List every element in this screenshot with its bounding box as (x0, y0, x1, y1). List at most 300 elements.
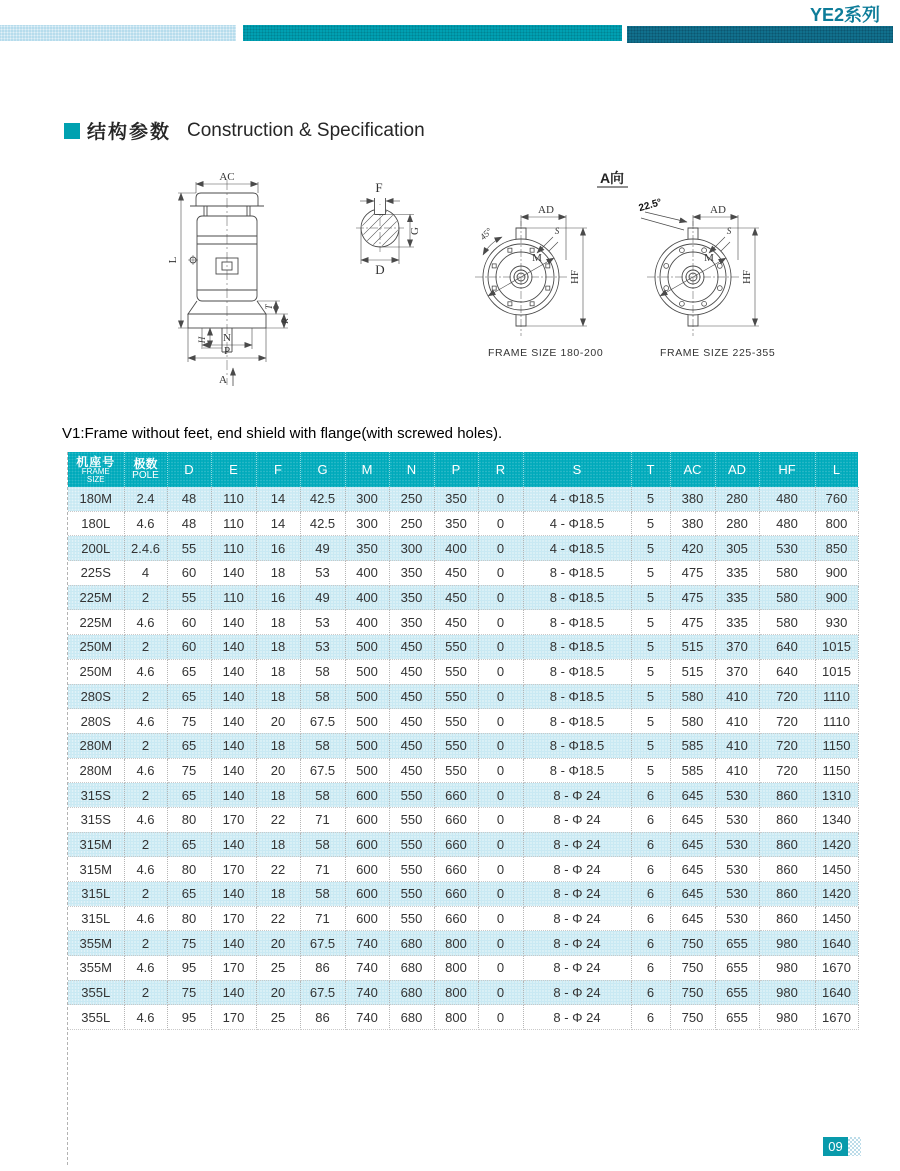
table-cell: 5 (631, 659, 670, 684)
page-number-decoration (848, 1137, 861, 1156)
table-cell: 8 - Φ18.5 (523, 684, 631, 709)
table-cell: 6 (631, 906, 670, 931)
table-cell: 400 (345, 610, 389, 635)
table-cell: 420 (670, 536, 715, 561)
col-header-f: F (256, 452, 300, 487)
table-cell: 8 - Φ 24 (523, 980, 631, 1005)
table-cell: 140 (211, 561, 256, 586)
table-cell: 1015 (815, 659, 858, 684)
table-cell: 65 (167, 659, 211, 684)
table-cell: 315M (68, 832, 124, 857)
table-cell: 600 (345, 857, 389, 882)
table-cell: 5 (631, 610, 670, 635)
dim-label-s-left: S (554, 226, 560, 236)
table-cell: 20 (256, 980, 300, 1005)
table-cell: 42.5 (300, 511, 345, 536)
table-cell: 42.5 (300, 487, 345, 511)
table-cell: 550 (389, 832, 434, 857)
table-cell: 300 (389, 536, 434, 561)
table-cell: 4.6 (124, 610, 167, 635)
table-cell: 8 - Φ18.5 (523, 758, 631, 783)
table-cell: 80 (167, 906, 211, 931)
table-cell: 95 (167, 1005, 211, 1030)
table-cell: 580 (759, 610, 815, 635)
table-cell: 660 (434, 832, 478, 857)
table-cell: 860 (759, 882, 815, 907)
table-cell: 1670 (815, 1005, 858, 1030)
table-cell: 8 - Φ 24 (523, 882, 631, 907)
table-cell: 8 - Φ18.5 (523, 585, 631, 610)
table-cell: 600 (345, 882, 389, 907)
table-cell: 580 (759, 585, 815, 610)
col-header-g: G (300, 452, 345, 487)
col-header-r: R (478, 452, 523, 487)
table-cell: 53 (300, 635, 345, 660)
table-cell: 750 (670, 980, 715, 1005)
table-cell: 2 (124, 931, 167, 956)
table-cell: 580 (759, 561, 815, 586)
table-cell: 980 (759, 956, 815, 981)
table-row (68, 906, 858, 931)
table-cell: 720 (759, 733, 815, 758)
table-cell: 640 (759, 635, 815, 660)
table-cell: 53 (300, 561, 345, 586)
dim-label-h: H (197, 336, 207, 344)
table-cell: 680 (389, 980, 434, 1005)
table-cell: 55 (167, 585, 211, 610)
dim-label-m-right: M (704, 252, 714, 264)
table-cell: 2 (124, 585, 167, 610)
table-cell: 280 (715, 487, 759, 511)
angle-label-22-5: 22.5° (637, 197, 664, 215)
table-cell: 200L (68, 536, 124, 561)
table-cell: 18 (256, 659, 300, 684)
table-cell: 8 - Φ 24 (523, 1005, 631, 1030)
table-cell: 250 (389, 511, 434, 536)
table-cell: 140 (211, 931, 256, 956)
table-cell: 0 (478, 511, 523, 536)
table-cell: 500 (345, 758, 389, 783)
table-cell: 800 (434, 931, 478, 956)
table-cell: 550 (389, 906, 434, 931)
spec-table-body (68, 487, 858, 1030)
table-cell: 410 (715, 709, 759, 734)
table-cell: 75 (167, 758, 211, 783)
table-cell: 550 (434, 684, 478, 709)
table-cell: 500 (345, 684, 389, 709)
table-cell: 750 (670, 956, 715, 981)
table-cell: 140 (211, 659, 256, 684)
table-cell: 720 (759, 758, 815, 783)
table-cell: 530 (759, 536, 815, 561)
table-cell: 5 (631, 635, 670, 660)
col-header-s: S (523, 452, 631, 487)
table-row (68, 585, 858, 610)
table-cell: 550 (434, 709, 478, 734)
table-cell: 450 (434, 585, 478, 610)
table-cell: 140 (211, 684, 256, 709)
dim-label-n: N (223, 332, 231, 344)
col-header-hf: HF (759, 452, 815, 487)
table-cell: 8 - Φ 24 (523, 783, 631, 808)
col-header-d: D (167, 452, 211, 487)
table-cell: 20 (256, 931, 300, 956)
angle-label-45: 45° (477, 225, 494, 242)
table-cell: 14 (256, 487, 300, 511)
table-cell: 18 (256, 832, 300, 857)
table-cell: 67.5 (300, 931, 345, 956)
table-cell: 980 (759, 931, 815, 956)
table-cell: 450 (389, 733, 434, 758)
table-cell: 300 (345, 511, 389, 536)
table-cell: 1420 (815, 882, 858, 907)
table-row (68, 487, 858, 511)
table-cell: 0 (478, 684, 523, 709)
table-cell: 6 (631, 807, 670, 832)
table-cell: 5 (631, 684, 670, 709)
table-cell: 860 (759, 783, 815, 808)
series-title: YE2系列 (809, 5, 880, 25)
table-cell: 0 (478, 882, 523, 907)
table-cell: 58 (300, 733, 345, 758)
table-cell: 180L (68, 511, 124, 536)
table-cell: 75 (167, 980, 211, 1005)
table-cell: 930 (815, 610, 858, 635)
table-row (68, 659, 858, 684)
table-cell: 600 (345, 783, 389, 808)
spec-header-row (68, 452, 858, 487)
table-cell: 250M (68, 659, 124, 684)
table-cell: 6 (631, 956, 670, 981)
table-cell: 475 (670, 585, 715, 610)
table-cell: 67.5 (300, 980, 345, 1005)
table-cell: 5 (631, 733, 670, 758)
col-header-n: N (389, 452, 434, 487)
table-cell: 170 (211, 807, 256, 832)
table-cell: 355M (68, 956, 124, 981)
table-cell: 8 - Φ18.5 (523, 659, 631, 684)
dim-label-hf-left: HF (569, 269, 581, 285)
table-cell: 8 - Φ18.5 (523, 709, 631, 734)
table-cell: 22 (256, 857, 300, 882)
view-direction-label: A向 (599, 170, 625, 186)
table-cell: 8 - Φ 24 (523, 906, 631, 931)
table-cell: 140 (211, 733, 256, 758)
section-bullet-icon (64, 123, 80, 139)
table-cell: 58 (300, 783, 345, 808)
table-cell: 400 (434, 536, 478, 561)
frame-size-header-en2: SIZE (86, 474, 105, 484)
table-cell: 22 (256, 906, 300, 931)
table-cell: 660 (434, 906, 478, 931)
table-cell: 8 - Φ 24 (523, 807, 631, 832)
table-cell: 450 (434, 610, 478, 635)
table-cell: 410 (715, 684, 759, 709)
section-title-en: Construction & Specification (187, 119, 425, 141)
table-row (68, 733, 858, 758)
table-cell: 0 (478, 487, 523, 511)
table-cell: 800 (815, 511, 858, 536)
table-cell: 1150 (815, 733, 858, 758)
table-cell: 1340 (815, 807, 858, 832)
table-cell: 450 (389, 635, 434, 660)
table-cell: 65 (167, 733, 211, 758)
table-cell: 660 (434, 807, 478, 832)
table-cell: 640 (759, 659, 815, 684)
table-cell: 400 (345, 561, 389, 586)
table-cell: 645 (670, 857, 715, 882)
table-cell: 58 (300, 832, 345, 857)
table-cell: 900 (815, 561, 858, 586)
table-cell: 860 (759, 857, 815, 882)
table-cell: 370 (715, 635, 759, 660)
col-header-l: L (815, 452, 858, 487)
table-cell: 1110 (815, 709, 858, 734)
table-cell: 1015 (815, 635, 858, 660)
table-cell: 20 (256, 709, 300, 734)
table-row (68, 709, 858, 734)
flange-caption-180-200: FRAME SIZE 180-200 (488, 347, 604, 359)
table-cell: 0 (478, 659, 523, 684)
table-cell: 0 (478, 561, 523, 586)
dim-label-l: L (167, 256, 179, 264)
col-header-p: P (434, 452, 478, 487)
table-cell: 600 (345, 807, 389, 832)
table-cell: 2.4 (124, 487, 167, 511)
table-row (68, 956, 858, 981)
table-cell: 170 (211, 857, 256, 882)
table-cell: 315S (68, 807, 124, 832)
table-cell: 0 (478, 758, 523, 783)
table-cell: 58 (300, 882, 345, 907)
table-cell: 110 (211, 585, 256, 610)
table-cell: 6 (631, 980, 670, 1005)
table-cell: 300 (345, 487, 389, 511)
table-cell: 1110 (815, 684, 858, 709)
table-cell: 2 (124, 980, 167, 1005)
table-cell: 500 (345, 635, 389, 660)
table-cell: 1420 (815, 832, 858, 857)
table-cell: 335 (715, 610, 759, 635)
table-cell: 355M (68, 931, 124, 956)
table-cell: 0 (478, 832, 523, 857)
table-cell: 580 (670, 709, 715, 734)
table-cell: 550 (389, 783, 434, 808)
table-cell: 60 (167, 610, 211, 635)
table-cell: 65 (167, 882, 211, 907)
table-cell: 6 (631, 857, 670, 882)
table-cell: 410 (715, 758, 759, 783)
table-cell: 315L (68, 906, 124, 931)
table-cell: 0 (478, 857, 523, 882)
table-cell: 1640 (815, 980, 858, 1005)
table-cell: 49 (300, 585, 345, 610)
dim-label-ad-left: AD (538, 204, 554, 216)
table-cell: 65 (167, 783, 211, 808)
table-cell: 900 (815, 585, 858, 610)
table-cell: 170 (211, 906, 256, 931)
table-cell: 530 (715, 807, 759, 832)
table-cell: 8 - Φ18.5 (523, 610, 631, 635)
table-cell: 350 (389, 585, 434, 610)
table-cell: 0 (478, 709, 523, 734)
table-cell: 25 (256, 956, 300, 981)
table-cell: 225M (68, 610, 124, 635)
table-cell: 480 (759, 511, 815, 536)
table-cell: 18 (256, 635, 300, 660)
table-cell: 0 (478, 635, 523, 660)
dim-label-p: P (223, 345, 231, 357)
table-cell: 5 (631, 511, 670, 536)
table-cell: 645 (670, 882, 715, 907)
table-cell: 550 (389, 807, 434, 832)
motor-side-view-drawing (178, 180, 288, 386)
header-bar-dark (627, 26, 893, 43)
table-row (68, 832, 858, 857)
table-cell: 2 (124, 635, 167, 660)
table-cell: 800 (434, 980, 478, 1005)
dim-label-m-left: M (532, 252, 542, 264)
table-cell: 645 (670, 807, 715, 832)
table-row (68, 635, 858, 660)
table-cell: 0 (478, 585, 523, 610)
table-cell: 645 (670, 832, 715, 857)
table-cell: 8 - Φ18.5 (523, 561, 631, 586)
table-cell: 25 (256, 1005, 300, 1030)
table-cell: 280 (715, 511, 759, 536)
table-cell: 350 (389, 610, 434, 635)
table-cell: 860 (759, 832, 815, 857)
table-cell: 95 (167, 956, 211, 981)
table-cell: 760 (815, 487, 858, 511)
table-cell: 5 (631, 758, 670, 783)
table-cell: 6 (631, 832, 670, 857)
table-cell: 850 (815, 536, 858, 561)
table-cell: 2 (124, 684, 167, 709)
table-cell: 315S (68, 783, 124, 808)
table-cell: 4 - Φ18.5 (523, 536, 631, 561)
flange-caption-225-355: FRAME SIZE 225-355 (660, 347, 776, 359)
table-cell: 58 (300, 659, 345, 684)
spec-table (68, 452, 859, 1030)
table-cell: 110 (211, 511, 256, 536)
table-cell: 280M (68, 758, 124, 783)
table-cell: 18 (256, 684, 300, 709)
table-cell: 380 (670, 511, 715, 536)
table-cell: 18 (256, 783, 300, 808)
table-cell: 580 (670, 684, 715, 709)
table-cell: 550 (434, 659, 478, 684)
table-cell: 170 (211, 1005, 256, 1030)
shaft-section-drawing (345, 193, 415, 264)
table-cell: 0 (478, 807, 523, 832)
table-cell: 170 (211, 956, 256, 981)
table-cell: 645 (670, 906, 715, 931)
table-cell: 585 (670, 733, 715, 758)
dim-label-ad-right: AD (710, 204, 726, 216)
table-cell: 140 (211, 882, 256, 907)
table-cell: 140 (211, 635, 256, 660)
table-cell: 4.6 (124, 857, 167, 882)
table-cell: 515 (670, 635, 715, 660)
table-cell: 450 (389, 684, 434, 709)
table-cell: 48 (167, 487, 211, 511)
table-cell: 5 (631, 585, 670, 610)
pole-header-zh: 极数 (133, 457, 158, 471)
table-cell: 600 (345, 832, 389, 857)
header-bar-light (0, 25, 236, 41)
table-cell: 71 (300, 807, 345, 832)
table-cell: 86 (300, 956, 345, 981)
table-cell: 0 (478, 733, 523, 758)
table-cell: 60 (167, 635, 211, 660)
table-cell: 500 (345, 659, 389, 684)
table-cell: 65 (167, 832, 211, 857)
col-header-ad: AD (715, 452, 759, 487)
table-cell: 18 (256, 561, 300, 586)
table-cell: 75 (167, 931, 211, 956)
table-cell: 8 - Φ18.5 (523, 635, 631, 660)
table-cell: 315L (68, 882, 124, 907)
table-cell: 860 (759, 906, 815, 931)
table-cell: 20 (256, 758, 300, 783)
section-title-zh: 结构参数 (87, 122, 172, 143)
table-cell: 800 (434, 956, 478, 981)
col-header-m: M (345, 452, 389, 487)
technical-drawings (0, 160, 900, 410)
table-cell: 49 (300, 536, 345, 561)
table-row (68, 1005, 858, 1030)
dim-label-a: A (219, 374, 227, 386)
table-cell: 8 - Φ 24 (523, 956, 631, 981)
table-cell: 60 (167, 561, 211, 586)
table-cell: 140 (211, 783, 256, 808)
dim-label-ac: AC (219, 171, 235, 183)
table-cell: 655 (715, 1005, 759, 1030)
table-cell: 550 (389, 857, 434, 882)
table-cell: 110 (211, 487, 256, 511)
table-cell: 18 (256, 882, 300, 907)
table-row (68, 807, 858, 832)
table-cell: 600 (345, 906, 389, 931)
dim-label-r: R (280, 318, 290, 324)
table-row (68, 561, 858, 586)
table-cell: 55 (167, 536, 211, 561)
table-cell: 370 (715, 659, 759, 684)
table-cell: 4 (124, 561, 167, 586)
table-cell: 140 (211, 610, 256, 635)
table-cell: 1450 (815, 857, 858, 882)
table-row (68, 857, 858, 882)
table-cell: 4.6 (124, 659, 167, 684)
table-cell: 315M (68, 857, 124, 882)
table-cell: 4.6 (124, 758, 167, 783)
table-cell: 450 (389, 758, 434, 783)
dim-label-f: F (375, 180, 383, 195)
table-cell: 16 (256, 585, 300, 610)
table-cell: 6 (631, 931, 670, 956)
table-cell: 0 (478, 980, 523, 1005)
table-cell: 140 (211, 980, 256, 1005)
table-cell: 350 (389, 561, 434, 586)
table-cell: 2 (124, 882, 167, 907)
table-cell: 71 (300, 906, 345, 931)
mounting-note: V1:Frame without feet, end shield with flange(with screwed holes). (62, 425, 503, 442)
dim-label-hf-right: HF (741, 269, 753, 285)
col-header-ac: AC (670, 452, 715, 487)
col-header-pole (124, 452, 167, 487)
table-row (68, 536, 858, 561)
